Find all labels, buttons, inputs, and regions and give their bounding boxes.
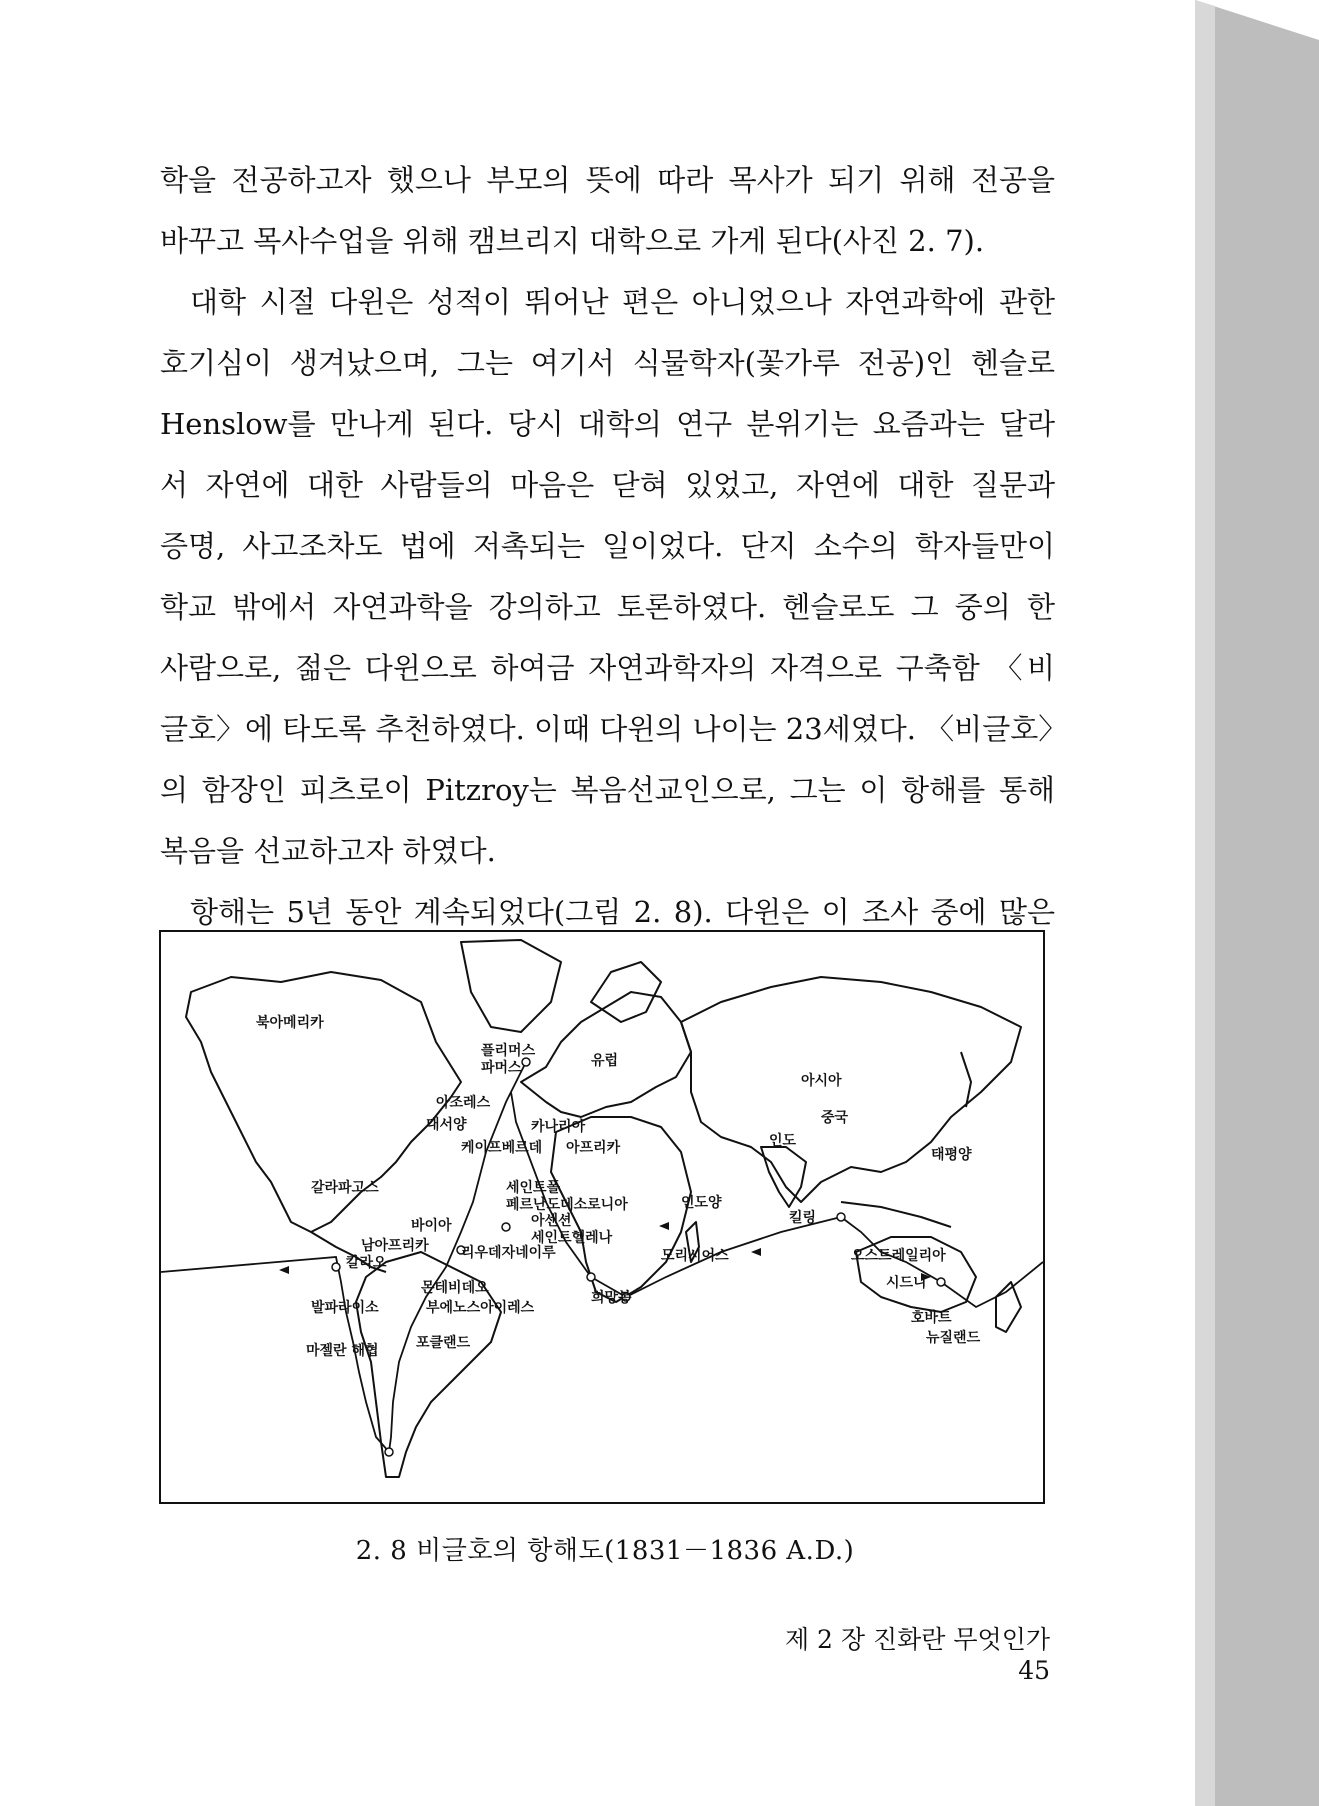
- label-valparaiso: 발파라이소: [311, 1300, 379, 1316]
- label-plymouth: 플리머스: [481, 1043, 536, 1059]
- text-line: 증명, 사고조차도 법에 저촉되는 일이었다. 단지 소수의 학자들만이: [160, 529, 1055, 563]
- label-buenos-aires: 부에노스아이레스: [426, 1300, 535, 1316]
- label-st-helena: 세인트헬레나: [531, 1230, 613, 1246]
- voyage-map: [159, 930, 1045, 1504]
- label-magellan: 마젤란 해협: [306, 1343, 379, 1359]
- text-line: 대학 시절 다윈은 성적이 뛰어난 편은 아니었으나 자연과학에 관한: [190, 285, 1055, 319]
- text-line: 글호〉에 타도록 추천하였다. 이때 다윈의 나이는 23세였다. 〈비글호〉: [160, 712, 1068, 746]
- label-south-america: 남아프리카: [361, 1238, 429, 1254]
- label-mauritius: 모리시어스: [661, 1248, 729, 1264]
- label-bahia: 바이아: [411, 1218, 452, 1234]
- label-azores: 아조레스: [436, 1095, 491, 1111]
- text-line: 복음을 선교하고자 하였다.: [160, 834, 496, 868]
- india-outline: [761, 1147, 806, 1207]
- text-line: 학교 밖에서 자연과학을 강의하고 토론하였다. 헨슬로도 그 중의 한: [160, 590, 1055, 624]
- scandinavia-outline: [591, 962, 661, 1022]
- text-line: 의 함장인 피츠로이 Pitzroy는 복음선교인으로, 그는 이 항해를 통해: [160, 773, 1055, 807]
- text-line: 항해는 5년 동안 계속되었다(그림 2. 8). 다윈은 이 조사 중에 많은: [190, 895, 1055, 929]
- japan-outline: [961, 1052, 971, 1107]
- indonesia-outline: [841, 1202, 951, 1227]
- label-keeling: 킬링: [789, 1210, 817, 1226]
- label-falkland: 포클랜드: [416, 1335, 471, 1351]
- label-hobart: 호바트: [911, 1310, 952, 1326]
- label-fernando: 페르난도데소로니아: [506, 1197, 628, 1213]
- label-europe: 유럽: [591, 1053, 619, 1069]
- label-asia: 아시아: [801, 1073, 842, 1089]
- label-rio: 리우데자네이루: [461, 1245, 556, 1261]
- text-line: 사람으로, 젊은 다윈으로 하여금 자연과학자의 자격으로 구축함 〈비: [160, 651, 1055, 685]
- label-new-zealand: 뉴질랜드: [926, 1330, 981, 1346]
- figure-caption: 2. 8 비글호의 항해도(1831－1836 A.D.): [355, 1536, 855, 1566]
- page-footer: [740, 1620, 1050, 1685]
- label-ascension: 아센션: [531, 1213, 572, 1229]
- greenland-outline: [461, 940, 561, 1032]
- text-line: 학을 전공하고자 했으나 부모의 뜻에 따라 목사가 되기 위해 전공을: [160, 163, 1055, 197]
- label-callao: 칼라오: [346, 1255, 387, 1271]
- text-line: 호기심이 생겨났으며, 그는 여기서 식물학자(꽃가루 전공)인 헨슬로: [160, 346, 1055, 380]
- label-st-paul: 세인트폴: [506, 1180, 561, 1196]
- page-number: 45: [1018, 1656, 1050, 1685]
- label-sydney: 시드니: [886, 1275, 927, 1291]
- text-line: 바꾸고 목사수업을 위해 캠브리지 대학으로 가게 된다(사진 2. 7).: [160, 224, 985, 258]
- label-atlantic: 대서양: [426, 1117, 467, 1133]
- label-north-america: 북아메리카: [256, 1015, 324, 1031]
- label-cape-good-hope: 희망봉: [591, 1290, 632, 1306]
- label-galapagos: 갈라파고스: [311, 1180, 379, 1196]
- text-line: Henslow를 만나게 된다. 당시 대학의 연구 분위기는 요즘과는 달라: [160, 407, 1055, 441]
- label-falmouth: 파머스: [481, 1060, 522, 1076]
- label-indian-ocean: 인도양: [681, 1195, 722, 1211]
- label-india: 인도: [769, 1133, 797, 1149]
- text-line: 서 자연에 대한 사람들의 마음은 닫혀 있었고, 자연에 대한 질문과: [160, 468, 1055, 502]
- label-montevideo: 몬테비데오: [421, 1280, 489, 1296]
- label-pacific: 태평양: [931, 1147, 972, 1163]
- chapter-title: 제 2 장 진화란 무엇인가: [784, 1625, 1050, 1654]
- label-africa: 아프리카: [566, 1140, 621, 1156]
- label-china: 중국: [821, 1110, 849, 1126]
- label-canary: 카나리아: [531, 1119, 586, 1135]
- page-stack-edge: [1195, 0, 1319, 1806]
- label-australia: 오스트레일리아: [851, 1248, 946, 1264]
- body-text: [160, 150, 1068, 943]
- label-cape-verde: 케이프베르데: [461, 1140, 543, 1156]
